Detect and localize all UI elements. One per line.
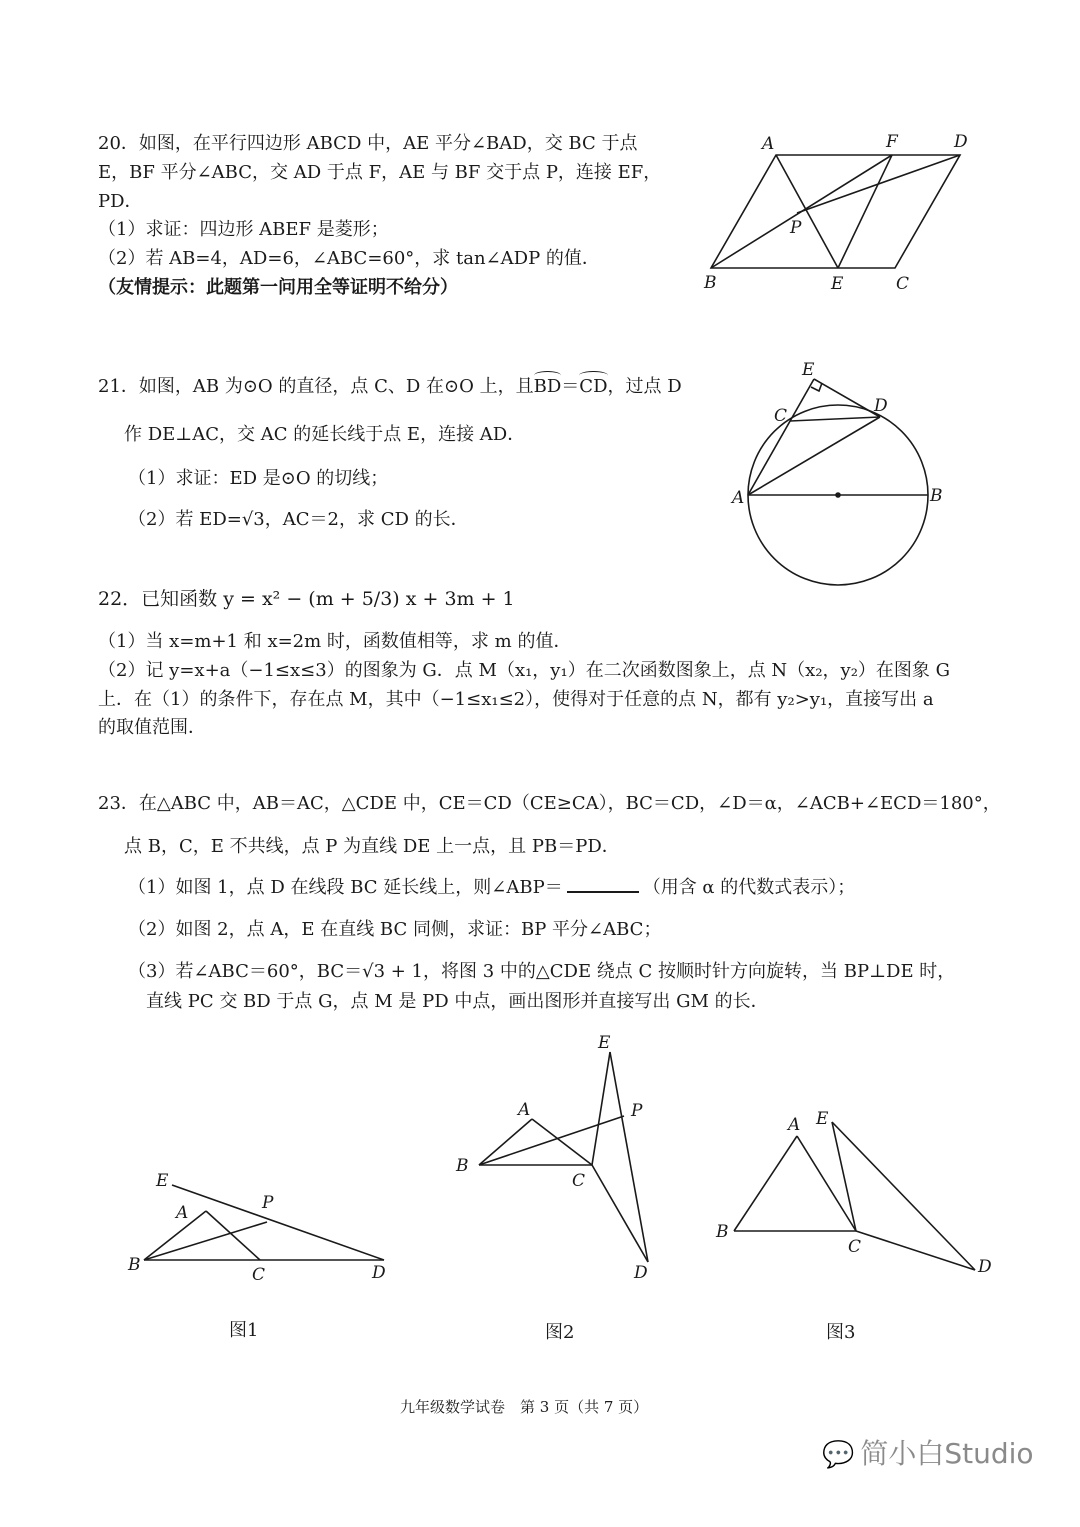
- label-a: A: [762, 134, 775, 154]
- label-c: C: [572, 1171, 586, 1191]
- q23-figure-1: [120, 1160, 400, 1290]
- label-d: D: [874, 396, 888, 416]
- q21-stem-1b: ，过点 D: [607, 376, 682, 397]
- segment-bp: [479, 1116, 624, 1165]
- watermark: [822, 1432, 1034, 1472]
- answer-blank: [567, 891, 639, 893]
- label-c: C: [896, 274, 910, 294]
- q22-part-2-line-2: 上．在（1）的条件下，存在点 M，其中（−1≤x₁≤2），使得对于任意的点 N，都有 y₂>y₁，直接写出 a: [98, 689, 934, 710]
- q21-eq: ＝: [561, 376, 580, 397]
- label-e: E: [802, 360, 815, 380]
- q21-stem-1a: 21．如图，AB 为⊙O 的直径，点 C、D 在⊙O 上，且: [98, 376, 534, 397]
- segment-ae: [748, 379, 814, 495]
- arc-cd-text: CD: [579, 376, 608, 397]
- label-p: P: [262, 1193, 274, 1213]
- q22-part-2-line-1: （2）记 y=x+a（−1≤x≤3）的图象为 G．点 M（x₁，y₁）在二次函数图象上，点 N（x₂，y₂）在图象 G: [98, 660, 951, 681]
- caption-figure-2: 图2: [545, 1322, 575, 1343]
- segment-cd: [790, 417, 880, 421]
- q23-part-2: （2）如图 2，点 A，E 在直线 BC 同侧，求证：BP 平分∠ABC；: [128, 919, 662, 940]
- segment-ba: [479, 1119, 532, 1165]
- label-a: A: [732, 488, 745, 508]
- q21-part-1: （1）求证：ED 是⊙O 的切线；: [128, 468, 389, 489]
- label-e: E: [816, 1109, 829, 1129]
- label-c: C: [252, 1265, 266, 1285]
- label-d: D: [978, 1257, 992, 1277]
- segment-ac: [532, 1119, 592, 1165]
- label-p: P: [790, 218, 802, 238]
- label-e: E: [598, 1033, 611, 1053]
- label-e: E: [156, 1171, 169, 1191]
- label-a: A: [518, 1100, 531, 1120]
- segment-ed: [814, 379, 880, 417]
- arc-bd: [534, 375, 562, 399]
- segment-ce: [592, 1052, 610, 1165]
- q23-part-1: [128, 876, 855, 900]
- label-b: B: [930, 486, 943, 506]
- q23-figure-3: [710, 1100, 1000, 1285]
- q22-part-2-line-3: 的取值范围．: [98, 717, 206, 738]
- segment-ac: [797, 1136, 856, 1231]
- segment-ae: [776, 155, 838, 268]
- page-footer: 九年级数学试卷 第 3 页（共 7 页）: [400, 1398, 649, 1416]
- label-c: C: [774, 406, 788, 426]
- q23-part-3-line-1: （3）若∠ABC＝60°，BC＝√3 + 1，将图 3 中的△CDE 绕点 C 按顺时针方向旋转，当 BP⊥DE 时，: [128, 961, 956, 982]
- segment-ad: [748, 417, 880, 495]
- watermark-text: 简小白Studio: [860, 1437, 1034, 1470]
- arc-cd-mark: [579, 371, 607, 380]
- q23-stem-line-1: 23．在△ABC 中，AB＝AC，△CDE 中，CE＝CD（CE≥CA），BC＝CD，∠D＝α，∠ACB+∠ECD＝180°，: [98, 793, 1001, 814]
- q22-part-1: （1）当 x=m+1 和 x=2m 时，函数值相等，求 m 的值．: [98, 631, 572, 652]
- q21-stem-line-1: [98, 375, 682, 399]
- arc-bd-text: BD: [533, 376, 562, 397]
- q21-stem-line-2: 作 DE⊥AC，交 AC 的延长线于点 E，连接 AD．: [124, 424, 526, 445]
- caption-figure-3: 图3: [826, 1322, 856, 1343]
- q21-figure: [720, 355, 960, 590]
- label-b: B: [128, 1255, 141, 1275]
- label-d: D: [372, 1263, 386, 1283]
- q23-part-1a: （1）如图 1，点 D 在线段 BC 延长线上，则∠ABP＝: [128, 877, 563, 898]
- q20-stem-line-2: E，BF 平分∠ABC，交 AD 于点 F，AE 与 BF 交于点 P，连接 EF，: [98, 162, 662, 183]
- wechat-icon: 💬: [822, 1440, 855, 1470]
- segment-ac: [206, 1211, 260, 1260]
- q20-part-2: （2）若 AB=4，AD=6，∠ABC=60°，求 tan∠ADP 的值．: [98, 248, 600, 269]
- q21-part-2: （2）若 ED=√3，AC＝2，求 CD 的长．: [128, 509, 469, 530]
- q20-stem-line-3: PD．: [98, 191, 143, 212]
- label-d: D: [634, 1263, 648, 1283]
- right-angle-mark: [811, 383, 822, 391]
- segment-ed: [172, 1185, 384, 1260]
- q20-part-1: （1）求证：四边形 ABEF 是菱形；: [98, 219, 389, 240]
- label-d: D: [954, 132, 968, 152]
- label-b: B: [704, 273, 717, 293]
- center-o: [836, 493, 840, 497]
- segment-ba: [734, 1136, 797, 1231]
- arc-cd: [579, 375, 607, 399]
- label-c: C: [848, 1237, 862, 1257]
- label-p: P: [631, 1101, 643, 1121]
- arc-bd-mark: [534, 371, 562, 380]
- label-a: A: [176, 1203, 189, 1223]
- label-b: B: [716, 1222, 729, 1242]
- label-a: A: [788, 1115, 801, 1135]
- q23-part-1b: （用含 α 的代数式表示）；: [642, 877, 856, 898]
- label-b: B: [456, 1156, 469, 1176]
- label-e: E: [831, 274, 844, 294]
- segment-bp: [144, 1222, 267, 1260]
- q20-hint: （友情提示：此题第一问用全等证明不给分）: [98, 277, 458, 298]
- q23-stem-line-2: 点 B，C，E 不共线，点 P 为直线 DE 上一点，且 PB＝PD．: [124, 836, 620, 857]
- q23-figure-2: [450, 1030, 670, 1290]
- segment-ec: [832, 1122, 856, 1231]
- q20-figure: [690, 125, 990, 300]
- q23-part-3-line-2: 直线 PC 交 BD 于点 G，点 M 是 PD 中点，画出图形并直接写出 GM 的长．: [146, 991, 769, 1012]
- caption-figure-1: 图1: [229, 1320, 259, 1341]
- q20-stem-line-1: 20．如图，在平行四边形 ABCD 中，AE 平分∠BAD，交 BC 于点: [98, 133, 638, 154]
- label-f: F: [886, 132, 898, 152]
- parallelogram-abcd: [711, 155, 960, 268]
- segment-ba: [144, 1211, 206, 1260]
- q22-stem: 22．已知函数 y = x² − (m + 5/3) x + 3m + 1: [98, 588, 515, 610]
